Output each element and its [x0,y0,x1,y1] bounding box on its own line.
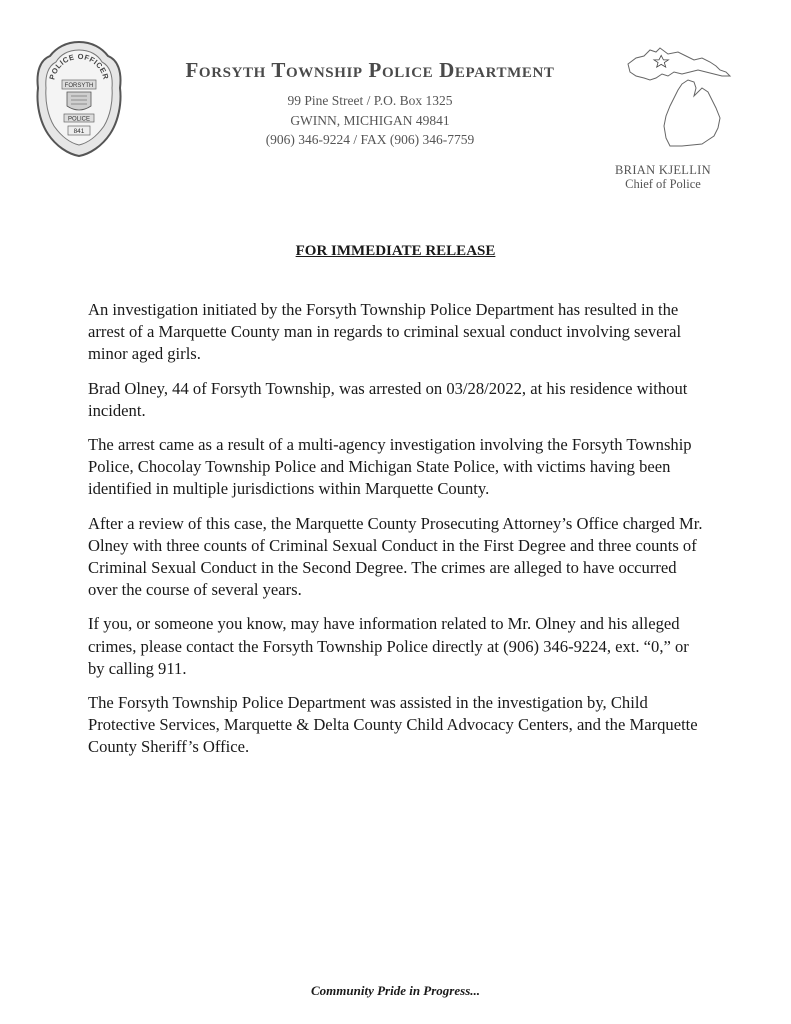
paragraph: After a review of this case, the Marquette County Prosecuting Attorney’s Office charged Mr. Olney with three counts of Criminal Sexual Conduct in the First Degree and three counts of Criminal Sexual Conduct in the Second Degree. The crimes are alleged to have occurred over the course of several years. [88,513,703,600]
paragraph: The Forsyth Township Police Department was assisted in the investigation by, Child Protective Services, Marquette & Delta County Child Advocacy Centers, and the Marquette County Sheriff’s Office. [88,693,698,757]
chief-block [596,163,730,191]
badge-top-text: POLICE OFFICER [47,51,111,81]
letterhead [130,58,610,150]
paragraph: The arrest came as a result of a multi-agency investigation involving the Forsyth Township Police, Chocolay Township Police and Michigan State Police, with victims having been identified in multiple jurisdictions within Marquette County. [88,435,692,499]
michigan-map-icon [622,42,742,162]
police-badge-icon [34,40,124,158]
department-name: Forsyth Township Police Department [185,58,555,82]
press-release-body [88,299,708,771]
address-line-2: GWINN, MICHIGAN 49841 [290,112,450,128]
paragraph: An investigation initiated by the Forsyth Township Police Department has resulted in the arrest of a Marquette County man in regards to criminal sexual conduct involving several minor aged girls. [88,300,682,364]
phone-fax: (906) 346-9224 / FAX (906) 346-7759 [265,132,475,147]
badge-lower-text: POLICE [67,116,91,123]
paragraph: Brad Olney, 44 of Forsyth Township, was arrested on 03/28/2022, at his residence without incident. [88,378,688,420]
badge-center-text: FORSYTH [64,83,94,89]
chief-name: BRIAN KJELLIN [615,163,711,177]
paragraph: If you, or someone you know, may have information related to Mr. Olney and his alleged crimes, please contact the Forsyth Township Police directly at (906) 346-9224, ext. “0,” or by calling 911. [88,614,689,678]
address-line-1: 99 Pine Street / P.O. Box 1325 [287,93,453,108]
chief-title: Chief of Police [625,177,701,191]
badge-number: 841 [73,128,85,135]
footer-slogan: Community Pride in Progress... [310,983,481,998]
release-title: FOR IMMEDIATE RELEASE [295,243,496,259]
